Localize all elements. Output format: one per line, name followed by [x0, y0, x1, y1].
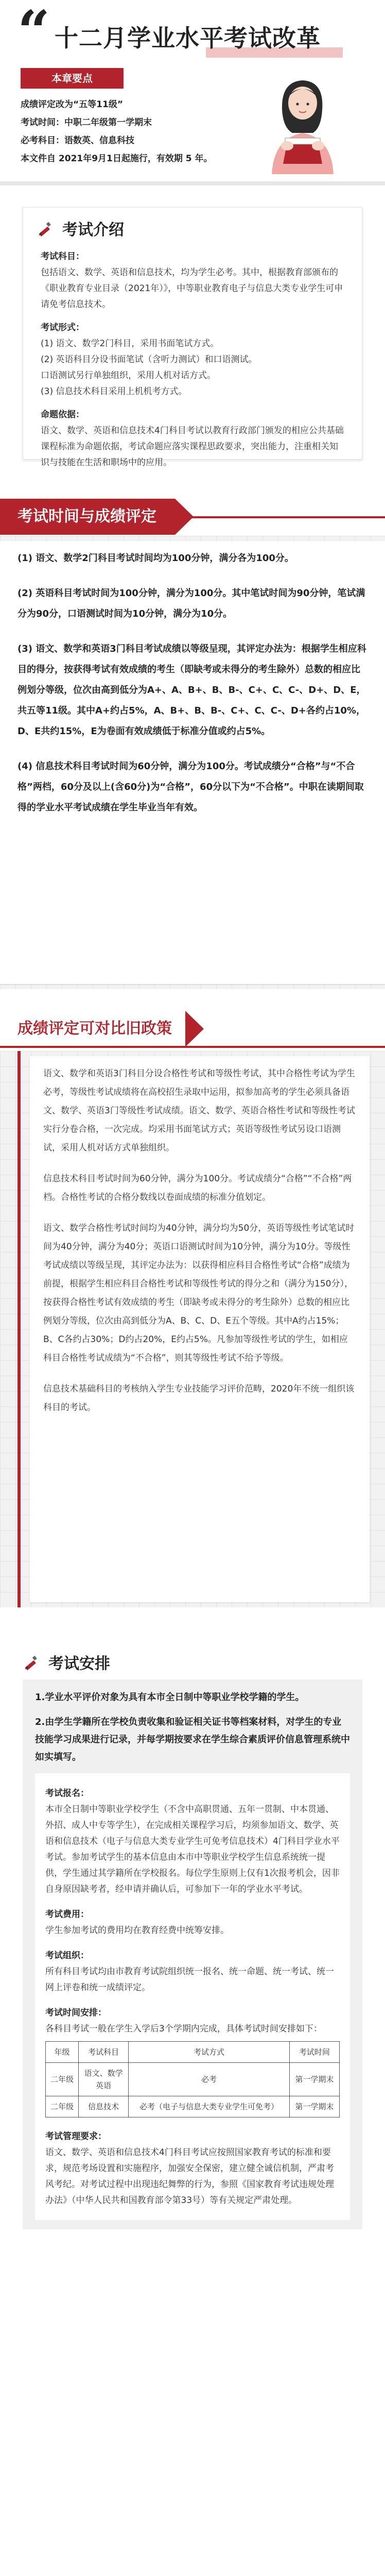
fee-text: 学生参加考试的费用均在教育经费中统筹安排。	[45, 1925, 229, 1936]
form-item: 口语测试另行单独组织，采用人机对话方式。	[41, 370, 216, 381]
header	[0, 0, 385, 185]
table-cell: 第一学期末	[289, 2063, 339, 2096]
divider	[0, 181, 385, 185]
table-cell: 考试时间	[289, 2042, 339, 2063]
table-cell: 第一学期末	[289, 2096, 339, 2117]
keypoint-line: 考试时间：中职二年级第一学期末	[21, 117, 152, 128]
pen-icon	[37, 219, 54, 237]
policy-para: 语文、数学合格性考试时间均为40分钟，满分均为50分，英语等级性考试笔试时间为40分钟，满分为40分；英语口语测试时间为10分钟，满分为10分。等级性考试成绩以等级呈现，其评定办法为：以获得相应科目合格性考试“合格”成绩为前提，根据学生相应科目合格性考试和等级性考试的得分之和（满分为150分），按获得合格性考试有效成绩的考生（即缺考或未得分的考生除外）总数的相应比例划分等级，位次由高到低分为A、B、C、D、E五个等级。其中A约占15%；B、C各约占30%；D约占20%，E约占5%。凡参加等级性考试的学生，如相应科目合格性考试成绩为“不合格”，则其等级性考试不给予等级。	[43, 1223, 355, 1363]
keypoint-line: 必考科目：语数英、信息科技	[21, 135, 134, 146]
table-cell: 考试科目	[79, 2042, 129, 2063]
table-row	[46, 2063, 340, 2096]
time-grading-tag: 考试时间与成绩评定	[0, 499, 175, 535]
table-cell: 必考（电子与信息大类专业学生可免考）	[129, 2096, 290, 2117]
keypoints-tab: 本章要点	[21, 68, 124, 89]
table-cell: 语文、数学 英语	[79, 2063, 129, 2096]
schedule-heading: 考试时间安排：	[45, 2008, 107, 2018]
registration-heading: 考试报名：	[45, 1788, 89, 1799]
table-cell: 年级	[46, 2042, 79, 2063]
arrange-details	[35, 1773, 350, 2220]
table-cell: 二年级	[46, 2096, 79, 2117]
management-text: 语文、数学、英语和信息技术4门科目考试应按照国家教育考试的标准和要求，规范考场设置和实施程序，加强安全保密，建立健全诚信机制，严肃考风考纪。对考试过程中出现违纪舞弊的行为，参照《国家教育考试违规处理办法》（中华人民共和国教育部令第33号）等有关规定严肃处理。	[45, 2147, 334, 2206]
policy-tag: 成绩评定可对比旧政策	[0, 1011, 185, 1047]
form-heading: 考试形式：	[41, 323, 84, 333]
registration-text: 本市全日制中等职业学校学生（不含中高职贯通、五年一贯制、中本贯通、外招、成人中专等学生），在完成相关课程学习后，均须参加语文、数学、英语和信息技术（电子与信息大类专业学生可免考信息技术）4门科目学业水平考试。参加考试学生的基本信息由本市中等职业学校学生信息系统统一提供，学生通过其学籍所在学校报名。每位学生原则上仅有1次报考机会，因非自身原因缺考者，经申请并确认后，可参加下一年的学业水平考试。	[45, 1804, 340, 1894]
schedule-text: 各科目考试一般在学生入学后3个学期内完成，具体考试时间安排如下：	[45, 2024, 322, 2034]
time-grading-paper	[0, 541, 385, 984]
reading-woman-illustration	[251, 61, 349, 174]
organization-text: 所有科目考试均由市教育考试院组织统一报名、统一命题、统一考试、统一网上评卷和统一成绩评定。	[45, 1967, 334, 1993]
section-title: 考试介绍	[62, 221, 124, 239]
proposition-text: 语文、数学、英语和信息技术4门科目考试以教育行政部门颁发的相应公共基础课程标准为命题依据，考试命题应落实课程思政要求，突出能力，注重相关知识与技能在生活和职场中的应用。	[41, 426, 344, 468]
form-item: (2) 英语科目分设书面笔试（含听力测试）和口语测试。	[41, 354, 257, 365]
proposition-heading: 命题依据：	[41, 410, 84, 420]
policy-para: 信息技术科目考试时间为60分钟，满分为100分。考试成绩分“合格”“不合格”两档。合格性考试的合格分数线以卷面成绩的标准分值划定。	[43, 1174, 352, 1202]
fee-heading: 考试费用：	[45, 1909, 89, 1920]
table-cell: 考试方式	[129, 2042, 290, 2063]
table-row	[46, 2096, 340, 2117]
time-para: (2) 英语科目考试时间为100分钟，满分为100分。其中笔试时间为90分钟，笔试满分为90分，口语测试时间为10分钟，满分为10分。	[18, 588, 365, 619]
quote-mark: “	[18, 0, 50, 64]
time-para: (4) 信息技术科目考试时间为60分钟，满分为100分。考试成绩分“合格”与“不合格”两档，60分及以上(含60分)为“合格”，60分以下为“不合格”。中职在读期间取得的学业水平考试成绩在学生毕业当年有效。	[18, 761, 364, 813]
intro-card	[23, 207, 362, 468]
policy-para: 语文、数学和英语3门科目分设合格性考试和等级性考试，其中合格性考试为学生必考，等级性考试成绩将在高校招生录取中运用，拟参加高考的学生必须具备语文、数学、英语3门等级性考试成绩。语文、数学、英语合格性考试和等级性考试实行分卷合格，一次完成。均采用书面笔试方式；英语等级性考试另设口语测试，采用人机对话方式单独组织。	[43, 1069, 355, 1153]
time-para: (1) 语文、数学2门科目考试时间均为100分钟，满分各为100分。	[18, 553, 294, 564]
keypoints-list	[21, 96, 268, 168]
subject-heading: 考试科目：	[41, 251, 84, 262]
management-heading: 考试管理要求：	[45, 2131, 107, 2142]
form-item: (3) 信息技术科目采用上机机考方式。	[41, 386, 187, 397]
red-side-bar	[18, 1051, 21, 1607]
policy-paper	[30, 1056, 370, 1602]
table-cell: 二年级	[46, 2063, 79, 2096]
section-rule	[0, 1046, 385, 1048]
schedule-table	[45, 2041, 340, 2117]
table-header-row	[46, 2042, 340, 2063]
time-para: (3) 语文、数学和英语3门科目考试成绩以等级呈现，其评定办法为：根据学生相应科目的得分，按获得考试有效成绩的考生（即缺考或未得分的考生除外）总数的相应比例划分等级，位次由高到低分为A+、A、B+、B、B-、C+、C、C-、D+、D、E，共五等11级。其中A+约占5%，A、B+、B、B-、C+、C、C-、D+各约占10%，D、E共约15%，E为卷面有效成绩低于标准分值或约占5%。	[18, 643, 366, 737]
time-grading-block	[0, 536, 385, 989]
arrangement-card	[23, 1641, 362, 2576]
policy-para: 信息技术基础科目的考核纳入学生专业技能学习评价范畴，2020年不统一组织该科目的考试。	[43, 1384, 355, 1413]
table-cell: 信息技术	[79, 2096, 129, 2117]
table-cell: 必考	[129, 2063, 290, 2096]
arrange-point: 1.学业水平评价对象为具有本市全日制中等职业学校学籍的学生。	[35, 1692, 305, 1703]
arrange-point: 2.由学生学籍所在学校负责收集和验证相关证书等档案材料，对学生的专业技能学习成果进行记录，并每学期按要求在学生综合素质评价信息管理系统中如实填写。	[35, 1717, 350, 1762]
pen-icon	[23, 1653, 40, 1671]
policy-block	[0, 1051, 385, 1607]
form-item: (1) 语文、数学2门科目，采用书面笔试方式。	[41, 338, 219, 349]
subject-text: 包括语文、数学、英语和信息技术，均为学生必考。其中，根据教育部颁布的《职业教育专业目录（2021年）》，中等职业教育电子与信息大类专业学生可申请免考信息技术。	[41, 267, 343, 310]
keypoint-line: 成绩评定改为“五等11级”	[21, 99, 124, 110]
keypoint-line: 本文件自 2021年9月1日起施行，有效期 5 年。	[21, 154, 213, 164]
organization-heading: 考试组织：	[45, 1951, 89, 1961]
section-title: 考试安排	[48, 1655, 110, 1673]
page-title: 十二月学业水平考试改革	[55, 24, 321, 52]
